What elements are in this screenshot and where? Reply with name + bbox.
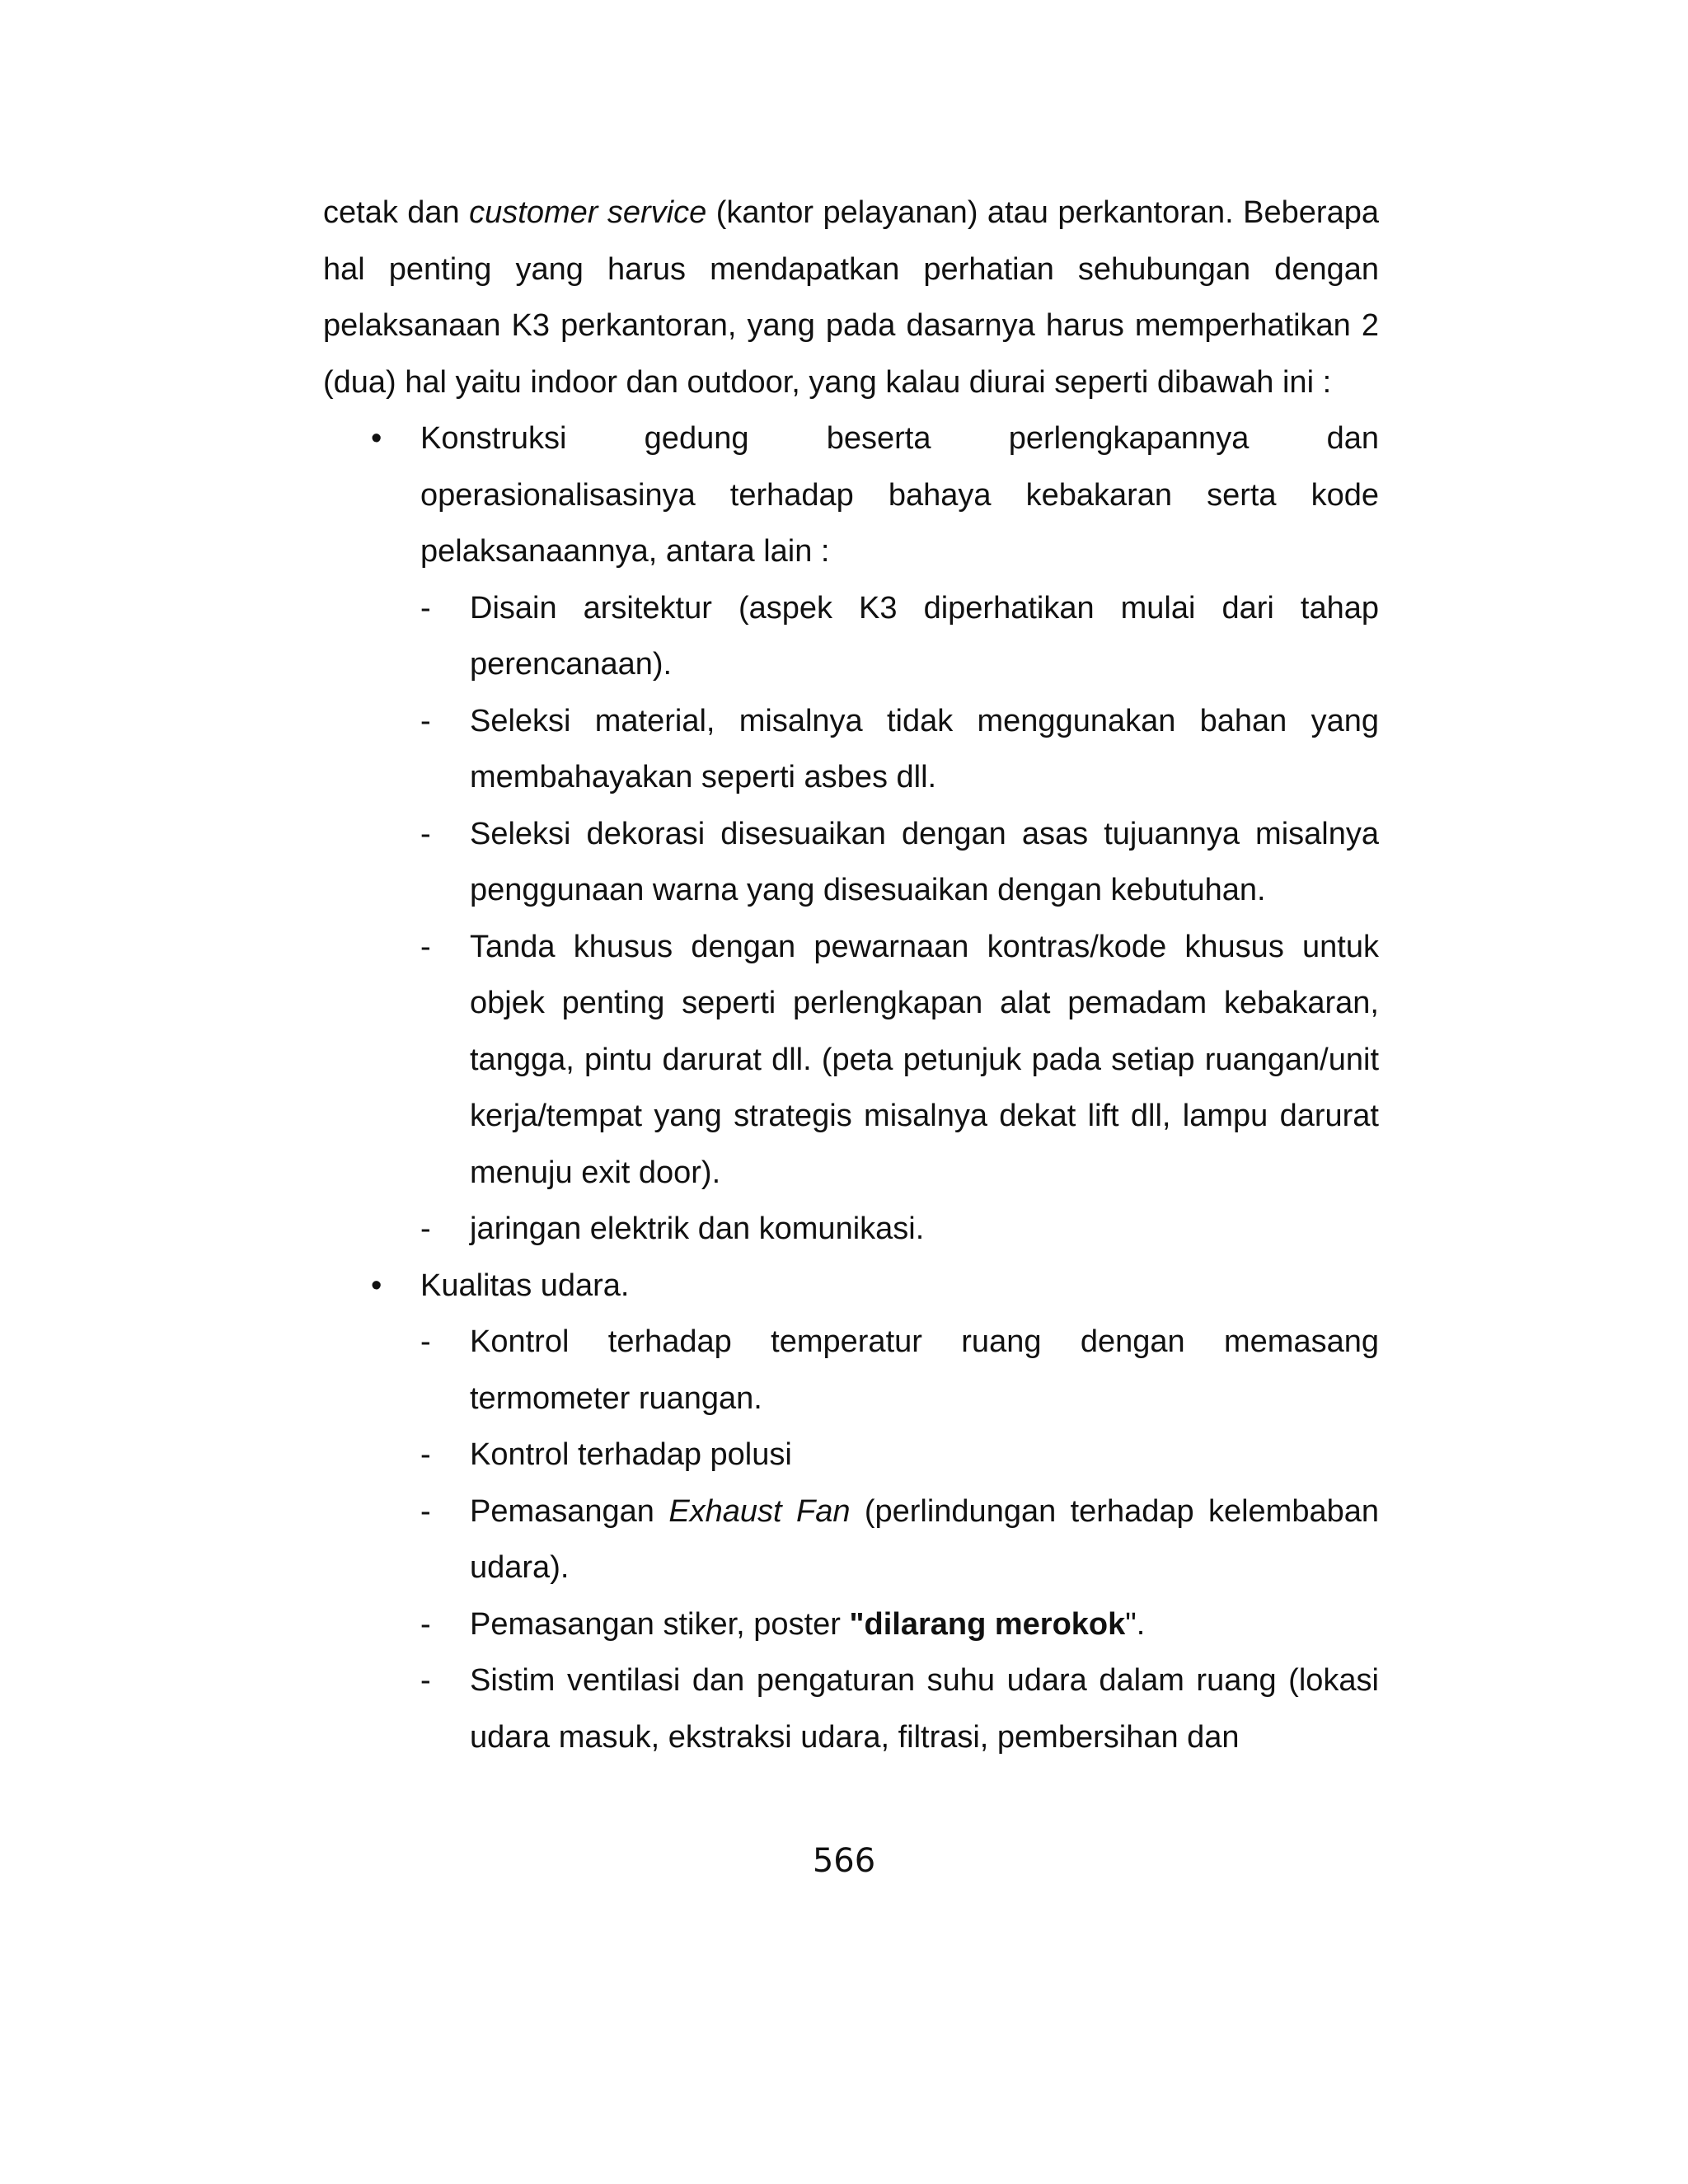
bullet-dot: •: [371, 421, 382, 456]
bullet-item-konstruksi: [323, 410, 1379, 1258]
page-number: 566: [812, 1842, 876, 1880]
intro-paragraph: [323, 185, 1379, 410]
document-page: [323, 185, 1379, 1765]
dash-item-text: Seleksi material, misalnya tidak menggunakan bahan yang membahayakan seperti asbes dll.: [470, 703, 1379, 794]
dash-item-text: Pemasangan stiker, poster: [470, 1606, 850, 1642]
dash-mark: -: [420, 1663, 431, 1698]
no-smoking-text: "dilarang merokok: [849, 1606, 1126, 1642]
dash-mark: -: [420, 929, 431, 964]
dash-mark: -: [420, 1212, 431, 1246]
dash-item: [420, 1314, 1379, 1427]
dash-item-text: Pemasangan: [470, 1493, 669, 1529]
bullet-dot: •: [371, 1268, 382, 1303]
dash-mark: -: [420, 590, 431, 626]
dash-mark: -: [420, 1493, 431, 1529]
dash-item-text: (perlindungan terhadap kelembaban udara).: [470, 1493, 1380, 1585]
dash-mark: -: [420, 1437, 431, 1472]
dash-mark: -: [420, 1324, 431, 1359]
dash-item-text: jaringan elektrik dan komunikasi.: [470, 1212, 925, 1246]
dash-item-text: Kontrol terhadap polusi: [470, 1437, 792, 1472]
intro-text-2: (kantor pelayanan) atau perkantoran. Beberapa hal penting yang harus mendapatkan perhatian sehubungan dengan pelaksanaan K3 perkantoran, yang pada dasarnya harus memperhatikan 2 (dua) hal yaitu indoor dan outdoor, yang kalau diurai seperti dibawah ini :: [323, 195, 1379, 400]
dash-item: [420, 919, 1379, 1202]
bullet-title: Kualitas udara.: [420, 1268, 630, 1303]
exhaust-fan-term: Exhaust Fan: [668, 1493, 851, 1529]
intro-italic-term: customer service: [469, 195, 707, 230]
dash-item: [420, 580, 1379, 693]
dash-item-exhaust-fan: [420, 1483, 1379, 1596]
dash-mark: -: [420, 816, 431, 851]
dash-mark: -: [420, 703, 431, 738]
bullet-list: [323, 410, 1379, 1765]
dash-item-text: Disain arsitektur (aspek K3 diperhatikan mulai dari tahap perencanaan).: [470, 590, 1379, 682]
dash-mark: -: [420, 1606, 431, 1642]
dash-list: [420, 580, 1379, 1258]
bullet-title: Konstruksi gedung beserta perlengkapannya dan operasionalisasinya terhadap bahaya kebakaran serta kode pelaksanaannya, antara lain :: [420, 421, 1379, 569]
dash-item-text: ".: [1125, 1606, 1146, 1642]
dash-list: [420, 1314, 1379, 1765]
dash-item: [420, 806, 1379, 919]
dash-item: [420, 1652, 1379, 1765]
dash-item-text: Seleksi dekorasi disesuaikan dengan asas tujuannya misalnya penggunaan warna yang disesuaikan dengan kebutuhan.: [470, 816, 1379, 907]
dash-item: [420, 1427, 1379, 1483]
dash-item: [420, 693, 1379, 806]
dash-item-text: Tanda khusus dengan pewarnaan kontras/kode khusus untuk objek penting seperti perlengkapan alat pemadam kebakaran, tangga, pintu darurat dll. (peta petunjuk pada setiap ruangan/unit kerja/tempat yang strategis misalnya dekat lift dll, lampu darurat menuju exit door).: [470, 929, 1379, 1190]
dash-item: [420, 1201, 1379, 1258]
intro-text-1: cetak dan: [323, 195, 470, 230]
bullet-item-kualitas-udara: [323, 1258, 1379, 1766]
dash-item-text: Kontrol terhadap temperatur ruang dengan memasang termometer ruangan.: [470, 1324, 1379, 1416]
dash-item-poster: [420, 1596, 1379, 1653]
dash-item-text: Sistim ventilasi dan pengaturan suhu udara dalam ruang (lokasi udara masuk, ekstraksi udara, filtrasi, pembersihan dan: [470, 1663, 1379, 1755]
